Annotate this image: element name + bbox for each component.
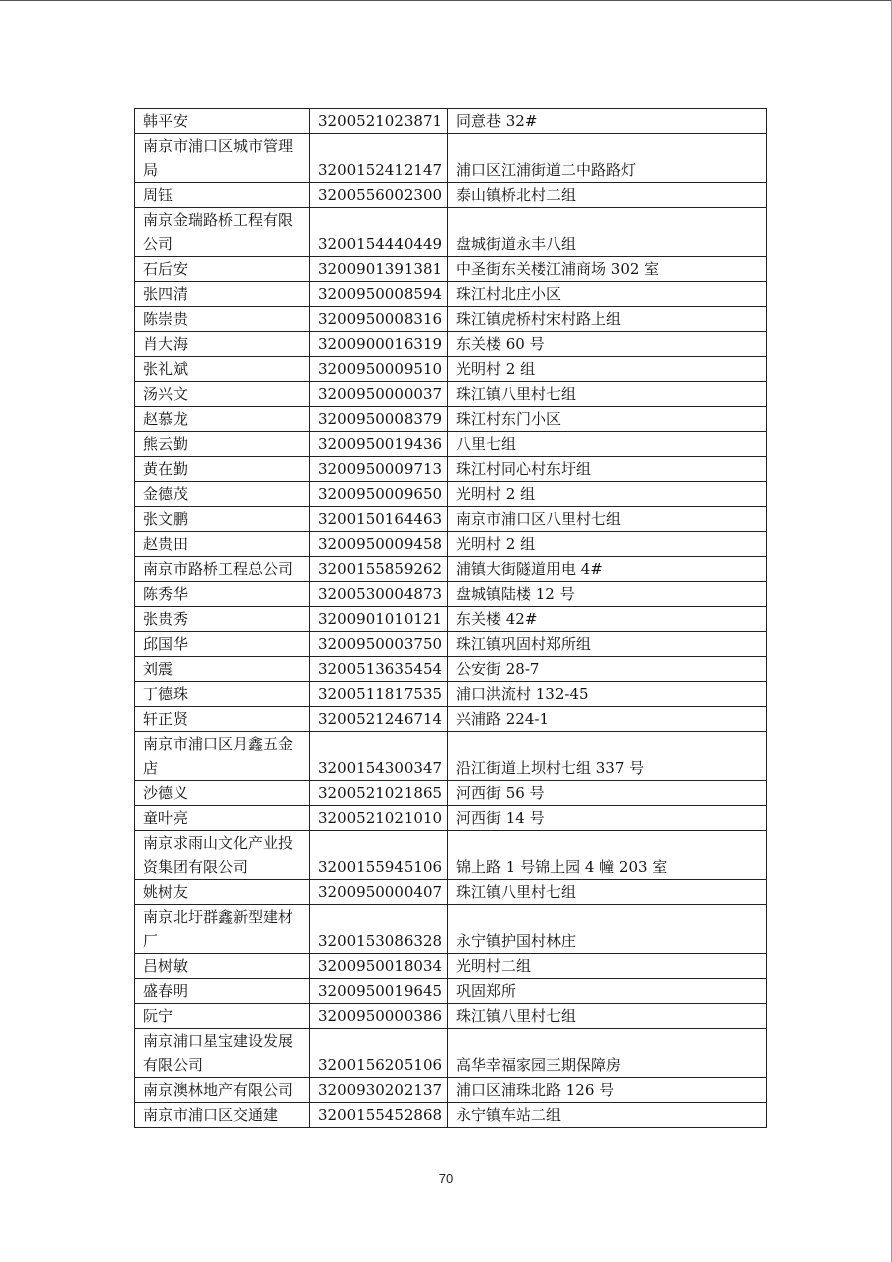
account-number-cell: 3200900016319 xyxy=(310,332,448,357)
account-number-cell: 3200950000386 xyxy=(310,1004,448,1029)
address-cell: 浦口洪流村 132-45 xyxy=(448,682,767,707)
name-cell: 童叶亮 xyxy=(135,806,310,831)
name-cell: 张四清 xyxy=(135,282,310,307)
account-number-cell: 3200521023871 xyxy=(310,109,448,134)
name-cell: 姚树友 xyxy=(135,880,310,905)
records-table-body xyxy=(135,109,767,1128)
table-row xyxy=(135,407,767,432)
address-cell: 公安街 28-7 xyxy=(448,657,767,682)
table-row xyxy=(135,557,767,582)
name-cell: 肖大海 xyxy=(135,332,310,357)
table-row xyxy=(135,657,767,682)
name-cell: 盛春明 xyxy=(135,979,310,1004)
account-number-cell: 3200153086328 xyxy=(310,905,448,954)
address-cell: 南京市浦口区八里村七组 xyxy=(448,507,767,532)
name-cell: 黄在勤 xyxy=(135,457,310,482)
table-row xyxy=(135,1004,767,1029)
table-row xyxy=(135,332,767,357)
account-number-cell: 3200950019436 xyxy=(310,432,448,457)
address-cell: 珠江镇虎桥村宋村路上组 xyxy=(448,307,767,332)
address-cell: 珠江村北庄小区 xyxy=(448,282,767,307)
name-cell: 赵慕龙 xyxy=(135,407,310,432)
account-number-cell: 3200156205106 xyxy=(310,1029,448,1078)
address-cell: 浦口区江浦街道二中路路灯 xyxy=(448,134,767,183)
table-row xyxy=(135,732,767,781)
account-number-cell: 3200950009650 xyxy=(310,482,448,507)
account-number-cell: 3200950008594 xyxy=(310,282,448,307)
table-row xyxy=(135,183,767,208)
name-cell: 南京浦口星宝建设发展有限公司 xyxy=(135,1029,310,1078)
account-number-cell: 3200521021010 xyxy=(310,806,448,831)
account-number-cell: 3200950000407 xyxy=(310,880,448,905)
table-row xyxy=(135,282,767,307)
address-cell: 珠江村同心村东圩组 xyxy=(448,457,767,482)
name-cell: 周钰 xyxy=(135,183,310,208)
address-cell: 同意巷 32# xyxy=(448,109,767,134)
address-cell: 光明村二组 xyxy=(448,954,767,979)
name-cell: 刘震 xyxy=(135,657,310,682)
table-row xyxy=(135,382,767,407)
name-cell: 南京市浦口区城市管理局 xyxy=(135,134,310,183)
address-cell: 东关楼 42# xyxy=(448,607,767,632)
account-number-cell: 3200556002300 xyxy=(310,183,448,208)
address-cell: 珠江镇巩固村郑所组 xyxy=(448,632,767,657)
name-cell: 赵贵田 xyxy=(135,532,310,557)
name-cell: 邱国华 xyxy=(135,632,310,657)
address-cell: 东关楼 60 号 xyxy=(448,332,767,357)
address-cell: 锦上路 1 号锦上园 4 幢 203 室 xyxy=(448,831,767,880)
name-cell: 南京金瑞路桥工程有限公司 xyxy=(135,208,310,257)
account-number-cell: 3200155945106 xyxy=(310,831,448,880)
address-cell: 中圣街东关楼江浦商场 302 室 xyxy=(448,257,767,282)
account-number-cell: 3200152412147 xyxy=(310,134,448,183)
address-cell: 八里七组 xyxy=(448,432,767,457)
account-number-cell: 3200901391381 xyxy=(310,257,448,282)
table-row xyxy=(135,482,767,507)
address-cell: 珠江镇八里村七组 xyxy=(448,382,767,407)
table-row xyxy=(135,582,767,607)
address-cell: 浦口区浦珠北路 126 号 xyxy=(448,1078,767,1103)
address-cell: 光明村 2 组 xyxy=(448,532,767,557)
name-cell: 石后安 xyxy=(135,257,310,282)
account-number-cell: 3200155859262 xyxy=(310,557,448,582)
name-cell: 陈秀华 xyxy=(135,582,310,607)
table-row xyxy=(135,257,767,282)
table-row xyxy=(135,109,767,134)
address-cell: 光明村 2 组 xyxy=(448,357,767,382)
name-cell: 金德茂 xyxy=(135,482,310,507)
account-number-cell: 3200950009510 xyxy=(310,357,448,382)
address-cell: 盘城街道永丰八组 xyxy=(448,208,767,257)
page-number: 70 xyxy=(438,1171,454,1186)
table-row xyxy=(135,134,767,183)
address-cell: 沿江街道上坝村七组 337 号 xyxy=(448,732,767,781)
address-cell: 永宁镇车站二组 xyxy=(448,1103,767,1128)
table-row xyxy=(135,781,767,806)
account-number-cell: 3200950019645 xyxy=(310,979,448,1004)
address-cell: 光明村 2 组 xyxy=(448,482,767,507)
address-cell: 珠江村东门小区 xyxy=(448,407,767,432)
name-cell: 韩平安 xyxy=(135,109,310,134)
table-row xyxy=(135,1103,767,1128)
account-number-cell: 3200155452868 xyxy=(310,1103,448,1128)
account-number-cell: 3200950018034 xyxy=(310,954,448,979)
table-row xyxy=(135,905,767,954)
top-border-line xyxy=(0,0,892,1)
table-row xyxy=(135,880,767,905)
account-number-cell: 3200154440449 xyxy=(310,208,448,257)
name-cell: 张礼斌 xyxy=(135,357,310,382)
address-cell: 永宁镇护国村林庄 xyxy=(448,905,767,954)
table-row xyxy=(135,1029,767,1078)
address-cell: 高华幸福家园三期保障房 xyxy=(448,1029,767,1078)
table-row xyxy=(135,1078,767,1103)
name-cell: 熊云勤 xyxy=(135,432,310,457)
table-row xyxy=(135,831,767,880)
table-row xyxy=(135,979,767,1004)
account-number-cell: 3200521246714 xyxy=(310,707,448,732)
name-cell: 南京市浦口区月鑫五金店 xyxy=(135,732,310,781)
table-row xyxy=(135,357,767,382)
address-cell: 珠江镇八里村七组 xyxy=(448,880,767,905)
table-row xyxy=(135,954,767,979)
address-cell: 盘城镇陆楼 12 号 xyxy=(448,582,767,607)
name-cell: 南京求雨山文化产业投资集团有限公司 xyxy=(135,831,310,880)
address-cell: 泰山镇桥北村二组 xyxy=(448,183,767,208)
account-number-cell: 3200950000037 xyxy=(310,382,448,407)
table-row xyxy=(135,507,767,532)
name-cell: 轩正贤 xyxy=(135,707,310,732)
account-number-cell: 3200950003750 xyxy=(310,632,448,657)
account-number-cell: 3200950008379 xyxy=(310,407,448,432)
name-cell: 南京市浦口区交通建 xyxy=(135,1103,310,1128)
table-row xyxy=(135,307,767,332)
name-cell: 沙德义 xyxy=(135,781,310,806)
account-number-cell: 3200154300347 xyxy=(310,732,448,781)
account-number-cell: 3200521021865 xyxy=(310,781,448,806)
address-cell: 浦镇大街隧道用电 4# xyxy=(448,557,767,582)
account-number-cell: 3200950009458 xyxy=(310,532,448,557)
account-number-cell: 3200950009713 xyxy=(310,457,448,482)
table-row xyxy=(135,457,767,482)
address-cell: 河西街 14 号 xyxy=(448,806,767,831)
name-cell: 吕树敏 xyxy=(135,954,310,979)
account-number-cell: 3200930202137 xyxy=(310,1078,448,1103)
name-cell: 丁德珠 xyxy=(135,682,310,707)
account-number-cell: 3200950008316 xyxy=(310,307,448,332)
address-cell: 巩固郑所 xyxy=(448,979,767,1004)
table-row xyxy=(135,632,767,657)
account-number-cell: 3200150164463 xyxy=(310,507,448,532)
account-number-cell: 3200511817535 xyxy=(310,682,448,707)
name-cell: 南京澳林地产有限公司 xyxy=(135,1078,310,1103)
records-table xyxy=(134,108,767,1128)
table-row xyxy=(135,607,767,632)
address-cell: 兴浦路 224-1 xyxy=(448,707,767,732)
account-number-cell: 3200513635454 xyxy=(310,657,448,682)
table-row xyxy=(135,707,767,732)
account-number-cell: 3200901010121 xyxy=(310,607,448,632)
name-cell: 南京北圩群鑫新型建材厂 xyxy=(135,905,310,954)
name-cell: 张贵秀 xyxy=(135,607,310,632)
account-number-cell: 3200530004873 xyxy=(310,582,448,607)
address-cell: 珠江镇八里村七组 xyxy=(448,1004,767,1029)
name-cell: 张文鹏 xyxy=(135,507,310,532)
table-row xyxy=(135,432,767,457)
table-row xyxy=(135,806,767,831)
name-cell: 南京市路桥工程总公司 xyxy=(135,557,310,582)
name-cell: 汤兴文 xyxy=(135,382,310,407)
name-cell: 阮宁 xyxy=(135,1004,310,1029)
name-cell: 陈崇贵 xyxy=(135,307,310,332)
table-row xyxy=(135,682,767,707)
address-cell: 河西街 56 号 xyxy=(448,781,767,806)
table-row xyxy=(135,208,767,257)
table-row xyxy=(135,532,767,557)
